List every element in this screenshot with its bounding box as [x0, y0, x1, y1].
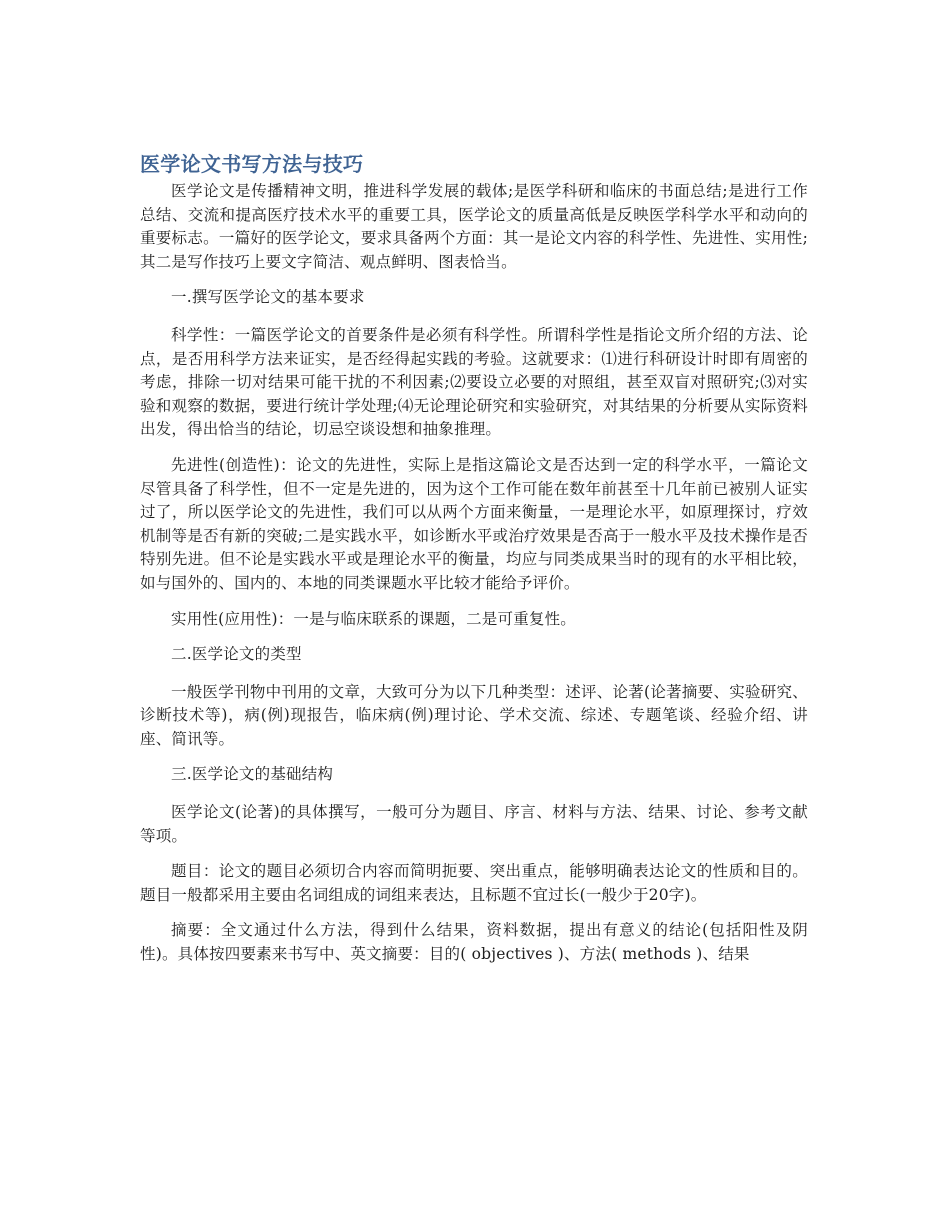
document-page [140, 150, 808, 979]
abstract-guidance-paragraph: 摘要：全文通过什么方法，得到什么结果，资料数据，提出有意义的结论(包括阳性及阴性)。具体按四要素来书写中、英文摘要：目的( objectives )、方法( methods )、结果 [140, 921, 808, 964]
scientific-paragraph: 科学性：一篇医学论文的首要条件是必须有科学性。所谓科学性是指论文所介绍的方法、论点，是否用科学方法来证实，是否经得起实践的考验。这就要求：⑴进行科研设计时即有周密的考虑，排除一切对结果可能干扰的不利因素;⑵要设立必要的对照组，甚至双盲对照研究;⑶对实验和观察的数据，要进行统计学处理;⑷无论理论研究和实验研究，对其结果的分析要从实际资料出发，得出恰当的结论，切忌空谈设想和抽象推理。 [140, 325, 808, 439]
structure-paragraph: 医学论文(论著)的具体撰写，一般可分为题目、序言、材料与方法、结果、讨论、参考文献等项。 [140, 803, 808, 845]
advanced-paragraph: 先进性(创造性)：论文的先进性，实际上是指这篇论文是否达到一定的科学水平，一篇论文尽管具备了科学性，但不一定是先进的，因为这个工作可能在数年前甚至十几年前已被别人证实过了，所以医学论文的先进性，我们可以从两个方面来衡量，一是理论水平，如原理探讨，疗效机制等是否有新的突破;二是实践水平，如诊断水平或治疗效果是否高于一般水平及技术操作是否特别先进。但不论是实践水平或是理论水平的衡量，均应与同类成果当时的现有的水平相比较，如与国外的、国内的、本地的同类课题水平比较才能给予评价。 [140, 455, 808, 592]
intro-paragraph: 医学论文是传播精神文明，推进科学发展的载体;是医学科研和临床的书面总结;是进行工作总结、交流和提高医疗技术水平的重要工具，医学论文的质量高低是反映医学科学水平和动向的重要标志。一篇好的医学论文，要求具备两个方面：其一是论文内容的科学性、先进性、实用性;其二是写作技巧上要文字简洁、观点鲜明、图表恰当。 [140, 182, 808, 271]
document-title: 医学论文书写方法与技巧 [140, 152, 364, 176]
practical-paragraph: 实用性(应用性)：一是与临床联系的课题，二是可重复性。 [171, 609, 576, 628]
section-heading-requirements: 一.撰写医学论文的基本要求 [171, 288, 365, 307]
section-heading-types: 二.医学论文的类型 [171, 645, 302, 664]
types-paragraph: 一般医学刊物中刊用的文章，大致可分为以下几种类型：述评、论著(论著摘要、实验研究、诊断技术等)，病(例)现报告，临床病(例)理讨论、学术交流、综述、专题笔谈、经验介绍、讲座、简讯等。 [140, 682, 808, 748]
title-guidance-paragraph: 题目：论文的题目必须切合内容而简明扼要、突出重点，能够明确表达论文的性质和目的。题目一般都采用主要由名词组成的词组来表达，且标题不宜过长(一般少于20字)。 [140, 862, 808, 904]
section-heading-structure: 三.医学论文的基础结构 [171, 765, 334, 784]
